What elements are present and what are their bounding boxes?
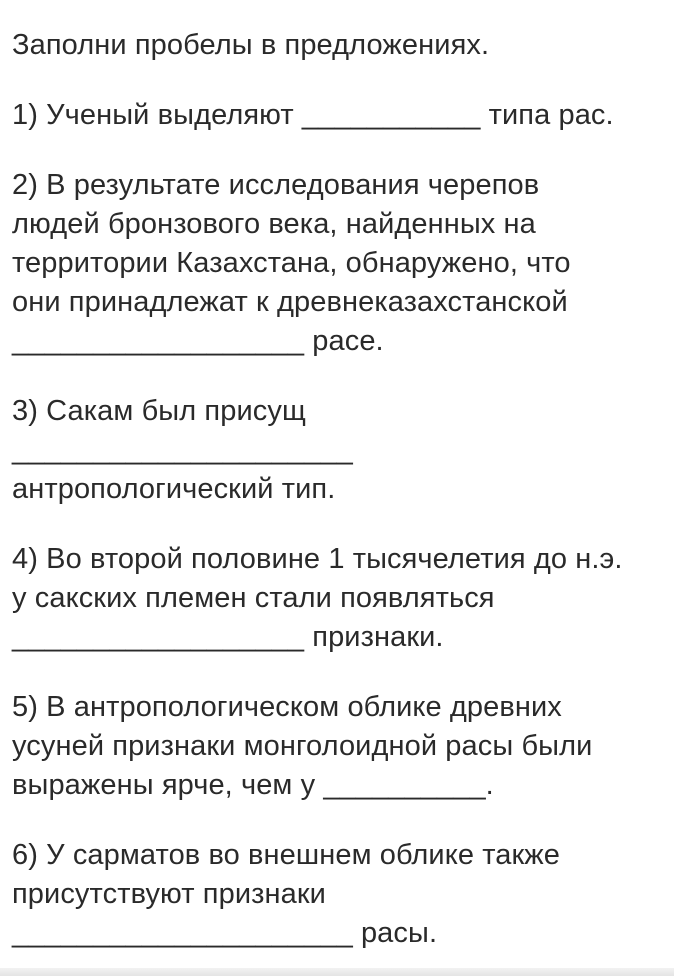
- worksheet-title: Заполни пробелы в предложениях.: [12, 29, 490, 61]
- spacer: [12, 135, 667, 166]
- question-6-line-2: присутствуют признаки: [12, 878, 326, 910]
- spacer: [12, 657, 667, 688]
- question-3: [12, 392, 667, 509]
- question-4-line-1: 4) Во второй половине 1 тысячелетия до н.э.: [12, 543, 623, 575]
- question-2: [12, 166, 667, 361]
- question-2-line-5: __________________ расе.: [12, 325, 384, 357]
- spacer: [12, 65, 667, 96]
- question-5-line-3: выражены ярче, чем у __________.: [12, 769, 494, 801]
- question-5: [12, 688, 667, 805]
- question-1-line-1: 1) Ученый выделяют ___________ типа рас.: [12, 99, 614, 131]
- question-1: [12, 96, 667, 135]
- question-6: [12, 836, 667, 953]
- spacer: [12, 805, 667, 836]
- question-3-line-3: антропологический тип.: [12, 473, 336, 505]
- worksheet-content: [12, 26, 667, 953]
- question-3-line-1: 3) Сакам был присущ: [12, 395, 306, 427]
- question-4-line-3: __________________ признаки.: [12, 621, 444, 653]
- question-4: [12, 540, 667, 657]
- page-bottom-edge: [0, 968, 674, 976]
- question-6-line-1: 6) У сарматов во внешнем облике также: [12, 839, 561, 871]
- question-3-line-2: _____________________: [12, 434, 353, 466]
- question-2-line-3: территории Казахстана, обнаружено, что: [12, 247, 571, 279]
- question-5-line-1: 5) В антропологическом облике древних: [12, 691, 562, 723]
- question-2-line-4: они принадлежат к древнеказахстанской: [12, 286, 568, 318]
- spacer: [12, 361, 667, 392]
- question-6-line-3: _____________________ расы.: [12, 917, 438, 949]
- question-2-line-1: 2) В результате исследования черепов: [12, 169, 540, 201]
- question-2-line-2: людей бронзового века, найденных на: [12, 208, 536, 240]
- spacer: [12, 509, 667, 540]
- question-4-line-2: у сакских племен стали появляться: [12, 582, 495, 614]
- question-5-line-2: усуней признаки монголоидной расы были: [12, 730, 593, 762]
